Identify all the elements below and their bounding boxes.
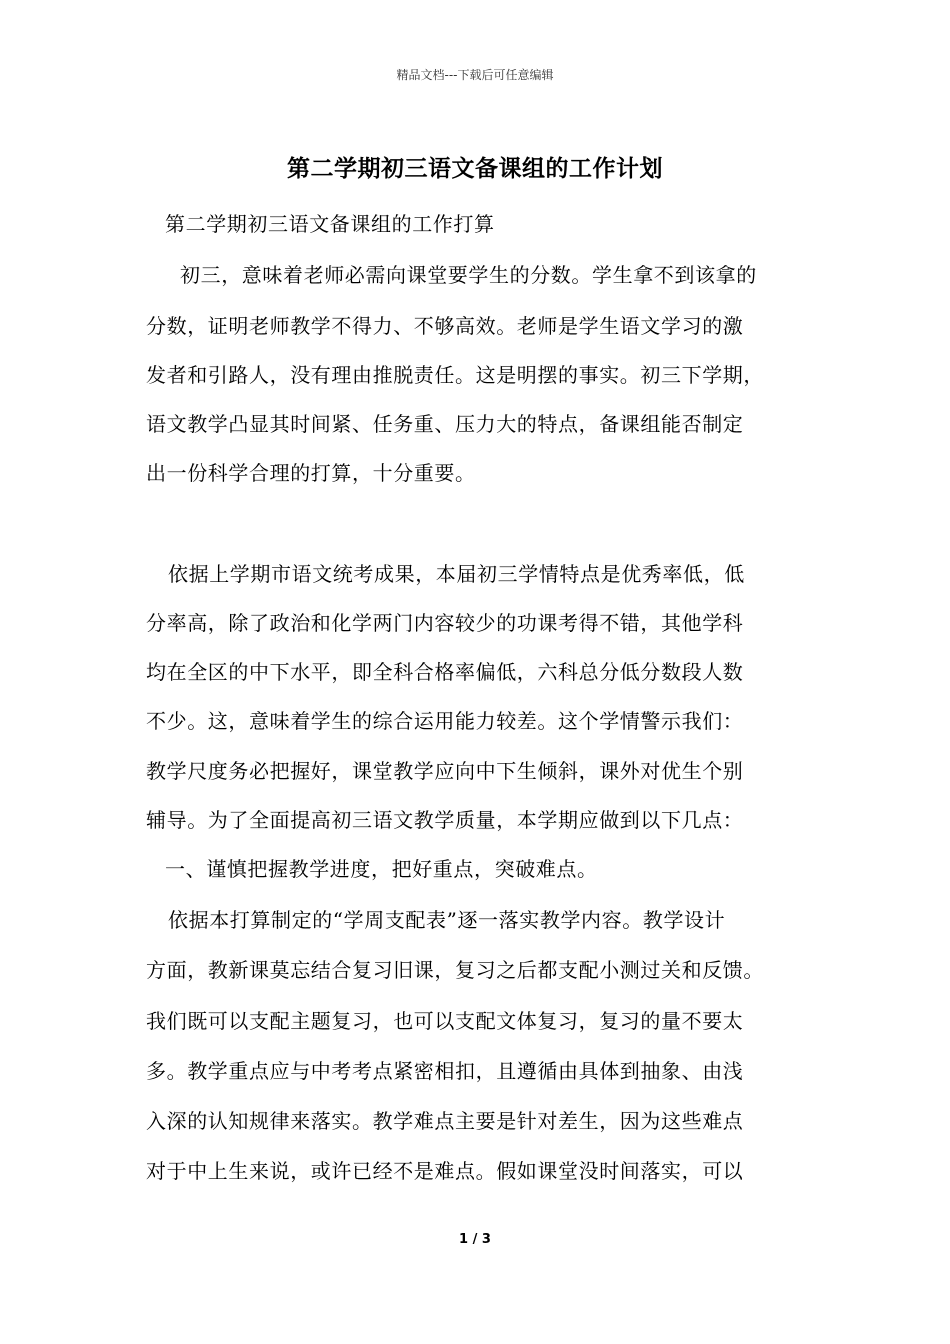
- subtitle-line: 第二学期初三语文备课组的工作打算: [165, 212, 495, 236]
- body-line: 方面，教新课莫忘结合复习旧课，复习之后都支配小测过关和反馈。: [146, 958, 764, 982]
- document-title: 第二学期初三语文备课组的工作计划: [287, 155, 663, 182]
- body-line: 均在全区的中下水平，即全科合格率偏低，六科总分低分数段人数: [146, 660, 744, 684]
- body-line: 分数，证明老师教学不得力、不够高效。老师是学生语文学习的激: [146, 314, 744, 338]
- body-line: 语文教学凸显其时间紧、任务重、压力大的特点，备课组能否制定: [146, 412, 744, 436]
- body-line: 依据上学期市语文统考成果，本届初三学情特点是优秀率低，低: [168, 562, 745, 586]
- body-line: 发者和引路人，没有理由推脱责任。这是明摆的事实。初三下学期，: [146, 363, 764, 387]
- body-line: 对于中上生来说，或许已经不是难点。假如课堂没时间落实，可以: [146, 1159, 744, 1183]
- section-heading: 一、谨慎把握教学进度，把好重点，突破难点。: [165, 857, 598, 881]
- body-line: 出一份科学合理的打算，十分重要。: [146, 461, 476, 485]
- body-line: 入深的认知规律来落实。教学难点主要是针对差生，因为这些难点: [146, 1109, 744, 1133]
- page-number: 1 / 3: [459, 1232, 491, 1247]
- body-line: 分率高，除了政治和化学两门内容较少的功课考得不错，其他学科: [146, 611, 744, 635]
- body-line: 辅导。为了全面提高初三语文教学质量，本学期应做到以下几点：: [146, 808, 744, 832]
- body-line: 不少。这，意味着学生的综合运用能力较差。这个学情警示我们：: [146, 709, 744, 733]
- body-line: 依据本打算制定的“学周支配表”逐一落实教学内容。教学设计: [168, 908, 726, 932]
- body-line: 多。教学重点应与中考考点紧密相扣，且遵循由具体到抽象、由浅: [146, 1059, 744, 1083]
- body-line: 教学尺度务必把握好，课堂教学应向中下生倾斜，课外对优生个别: [146, 759, 744, 783]
- body-line: 初三，意味着老师必需向课堂要学生的分数。学生拿不到该拿的: [180, 263, 757, 287]
- body-line: 我们既可以支配主题复习，也可以支配文体复习，复习的量不要太: [146, 1009, 744, 1033]
- page-header: 精品文档---下载后可任意编辑: [396, 68, 554, 82]
